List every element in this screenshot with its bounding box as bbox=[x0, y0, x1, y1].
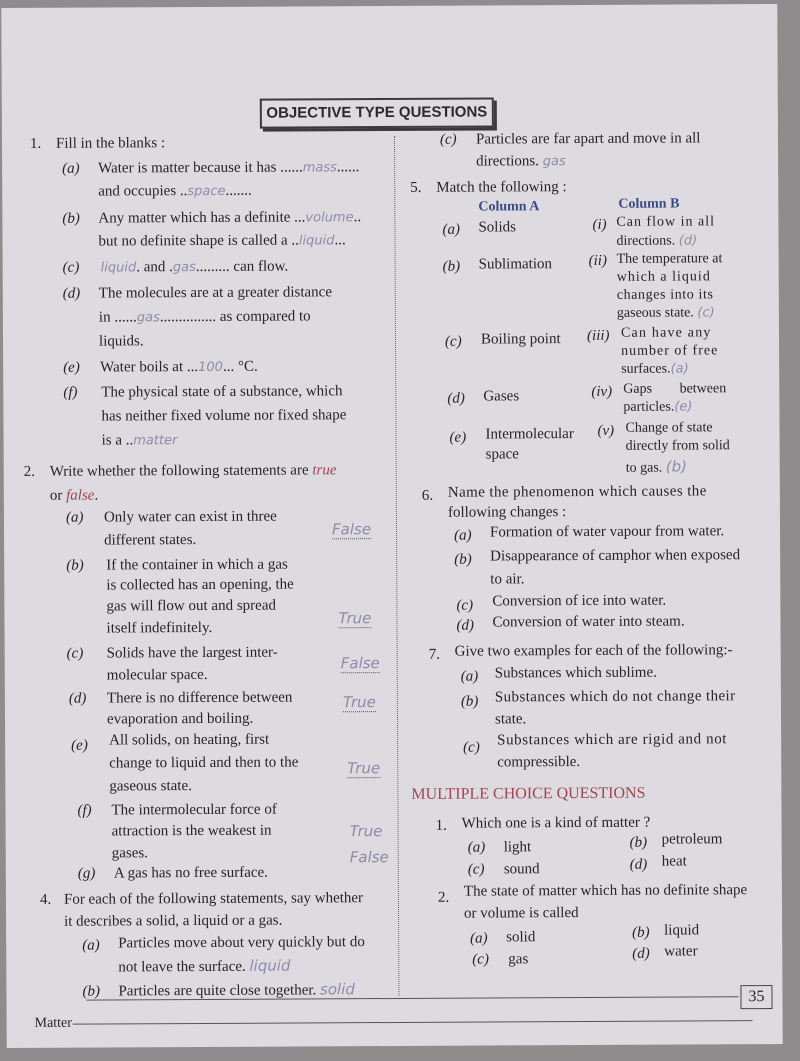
q4a-line2: not leave the surface. liquid bbox=[118, 956, 291, 976]
q5-row-v-line1: Change of state bbox=[625, 420, 713, 436]
q5-row-e-label: (e) bbox=[449, 429, 467, 446]
q5-text: Match the following : bbox=[436, 179, 567, 196]
false-word: false bbox=[66, 487, 95, 504]
q6b-text1: Disappearance of camphor when exposed bbox=[490, 547, 741, 565]
q2b-label: (b) bbox=[66, 557, 84, 574]
q5-row-d-item: Gases bbox=[483, 388, 520, 405]
handwritten-answer: space bbox=[187, 183, 226, 200]
q2f-line3: gases. bbox=[111, 845, 149, 862]
q1f-line2: has neither fixed volume nor fixed shape bbox=[101, 407, 347, 425]
q1f-label: (f) bbox=[63, 384, 78, 401]
mcq2-d-label: (d) bbox=[632, 945, 650, 962]
q2f-line2: attraction is the weakest in bbox=[111, 822, 272, 840]
mcq2-a-text: solid bbox=[506, 929, 536, 946]
q1a-label: (a) bbox=[62, 160, 80, 177]
handwritten-answer: (c) bbox=[697, 305, 715, 321]
q1c-label: (c) bbox=[62, 259, 80, 276]
handwritten-answer: gas bbox=[136, 310, 160, 326]
q6d-label: (d) bbox=[456, 617, 475, 634]
q5-row-iii-line2: number of free bbox=[621, 343, 719, 359]
q6a-label: (a) bbox=[454, 527, 472, 544]
q1a-line2: and occupies ..space....... bbox=[98, 182, 252, 200]
q5-row-iv-label: (iv) bbox=[591, 383, 613, 400]
q4-line2: it describes a solid, a liquid or a gas. bbox=[64, 912, 283, 930]
section-title: OBJECTIVE TYPE QUESTIONS bbox=[260, 97, 494, 128]
column-b-heading: Column B bbox=[618, 196, 680, 212]
q5-row-iv-line2: particles.(e) bbox=[623, 399, 693, 415]
q4a-line1: Particles move about very quickly but do bbox=[118, 934, 365, 952]
column-divider bbox=[394, 136, 400, 996]
mcq2-line2: or volume is called bbox=[463, 905, 579, 922]
q1d-label: (d) bbox=[62, 285, 81, 302]
q5-row-iv-line1: Gaps between bbox=[623, 381, 727, 397]
q1d-line2: in ......gas............... as compared to bbox=[98, 308, 311, 326]
q5-row-b-label: (b) bbox=[442, 258, 461, 275]
q5-row-v-line2: directly from solid bbox=[625, 438, 730, 454]
q7b-label: (b) bbox=[460, 693, 479, 710]
q5-row-i-line2: directions. (d) bbox=[616, 233, 698, 249]
q7b-text2: state. bbox=[494, 711, 527, 728]
q4c-label: (c) bbox=[439, 131, 457, 148]
q7b-text1: Substances which do not change their bbox=[494, 688, 736, 706]
q2g-label: (g) bbox=[77, 865, 96, 882]
mcq1-b-text: petroleum bbox=[661, 831, 723, 848]
footer-line bbox=[73, 1020, 753, 1025]
handwritten-answer: liquid bbox=[249, 956, 291, 975]
handwritten-answer: (d) bbox=[678, 233, 698, 249]
handwritten-answer: solid bbox=[319, 980, 355, 999]
mcq1-d-text: heat bbox=[661, 853, 687, 870]
q2a-label: (a) bbox=[65, 509, 84, 526]
q2b-answer: True bbox=[338, 609, 372, 628]
q2d-label: (d) bbox=[68, 690, 87, 707]
q2e-label: (e) bbox=[71, 737, 88, 754]
q2c-line2: molecular space. bbox=[106, 666, 208, 684]
q5-row-ii-line1: The temperature at bbox=[616, 251, 723, 267]
q5-row-b-item: Sublimation bbox=[478, 256, 553, 273]
q6d-text: Conversion of water into steam. bbox=[492, 613, 685, 631]
q1f-line3: is a ..matter bbox=[101, 432, 178, 449]
q6-number: 6. bbox=[421, 487, 434, 504]
q2d-answer: True bbox=[342, 693, 376, 712]
q2c-label: (c) bbox=[66, 645, 84, 662]
q4b-line1: Particles are quite close together. solid bbox=[118, 980, 355, 1000]
q5-row-ii-line3: changes into its bbox=[616, 287, 714, 303]
handwritten-answer: (a) bbox=[670, 361, 689, 377]
q7a-text: Substances which sublime. bbox=[494, 664, 657, 682]
mcq1-d-label: (d) bbox=[629, 856, 648, 873]
q5-row-e-item2: space bbox=[485, 446, 519, 463]
mcq1-b-label: (b) bbox=[629, 834, 648, 851]
mcq2-b-text: liquid bbox=[664, 922, 700, 939]
q1d-line3: liquids. bbox=[98, 333, 144, 350]
q5-row-ii-line4: gaseous state. (c) bbox=[616, 305, 715, 321]
mcq1-number: 1. bbox=[435, 817, 447, 834]
q5-row-v-line3: to gas. (b) bbox=[625, 457, 688, 476]
mcq-heading: MULTIPLE CHOICE QUESTIONS bbox=[411, 784, 646, 803]
q2-line1: Write whether the following statements are true bbox=[49, 462, 337, 480]
q5-row-d-label: (d) bbox=[447, 390, 465, 407]
footer-label: Matter bbox=[34, 1015, 72, 1031]
q5-row-c-label: (c) bbox=[444, 333, 462, 350]
q4c-line2: directions. gas bbox=[476, 153, 566, 170]
mcq1-c-text: sound bbox=[503, 861, 540, 878]
q2-number: 2. bbox=[23, 463, 36, 480]
q5-row-iii-label: (iii) bbox=[586, 327, 610, 344]
mcq2-number: 2. bbox=[437, 889, 450, 906]
q2c-answer: False bbox=[340, 654, 380, 673]
q2a-line1: Only water can exist in three bbox=[103, 508, 277, 526]
q1c-line: liquid. and .gas......... can flow. bbox=[100, 258, 289, 276]
q1d-line1: The molecules are at a greater distance bbox=[98, 284, 333, 302]
q2d-line2: evaporation and boiling. bbox=[106, 710, 254, 728]
mcq2-c-label: (c) bbox=[472, 951, 489, 968]
q2f-label: (f) bbox=[77, 802, 92, 819]
q4-line1: For each of the following statements, say whether bbox=[63, 890, 364, 908]
q1e-label: (e) bbox=[63, 359, 80, 376]
q1b-line2: but no definite shape is called a ..liquid... bbox=[98, 232, 346, 250]
handwritten-answer: (b) bbox=[665, 457, 688, 476]
mcq1-a-text: light bbox=[503, 839, 532, 856]
q2g-answer: False bbox=[349, 848, 389, 867]
q2g-line1: A gas has no free surface. bbox=[113, 864, 268, 882]
q1f-line1: The physical state of a substance, which bbox=[101, 383, 343, 401]
q2b-line3: gas will flow out and spread bbox=[106, 597, 277, 615]
q5-row-e-item1: Intermolecular bbox=[485, 426, 574, 443]
q2b-line2: is collected has an opening, the bbox=[106, 576, 294, 594]
mcq1-a-label: (a) bbox=[467, 839, 486, 856]
q7a-label: (a) bbox=[460, 668, 479, 685]
q1b-line1: Any matter which has a definite ...volume.. bbox=[98, 209, 362, 227]
q5-number: 5. bbox=[410, 179, 422, 196]
true-word: true bbox=[312, 462, 337, 479]
mcq2-d-text: water bbox=[664, 943, 698, 960]
handwritten-answer: (e) bbox=[674, 399, 693, 415]
mcq2-line1: The state of matter which has no definite shape bbox=[463, 882, 748, 900]
q5-row-iii-line3: surfaces.(a) bbox=[621, 361, 689, 377]
mcq2-b-label: (b) bbox=[632, 924, 650, 941]
q2a-line2: different states. bbox=[104, 532, 197, 549]
q1a-line1: Water is matter because it has ......mass...... bbox=[98, 159, 360, 177]
q2b-line4: itself indefinitely. bbox=[106, 619, 213, 637]
q5-row-i-line1: Can flow in all bbox=[616, 214, 716, 230]
handwritten-answer: gas bbox=[542, 154, 566, 170]
q6c-text: Conversion of ice into water. bbox=[492, 592, 667, 610]
q7-number: 7. bbox=[428, 646, 440, 663]
handwritten-answer: gas bbox=[172, 260, 196, 276]
q5-row-a-label: (a) bbox=[442, 221, 460, 238]
q7c-text1: Substances which are rigid and not bbox=[497, 731, 728, 749]
q1-number: 1. bbox=[29, 135, 42, 152]
q5-row-c-item: Boiling point bbox=[480, 331, 561, 348]
q6a-text: Formation of water vapour from water. bbox=[489, 523, 725, 541]
q2e-answer: True bbox=[347, 759, 381, 778]
q6b-label: (b) bbox=[454, 551, 472, 568]
q1e-line: Water boils at ...100... °C. bbox=[100, 358, 258, 376]
q2f-answer: True bbox=[349, 822, 383, 841]
q1-text: Fill in the blanks : bbox=[55, 135, 166, 152]
page-number: 35 bbox=[740, 985, 772, 1009]
q6-line2: following changes : bbox=[447, 504, 567, 521]
q5-row-ii-label: (ii) bbox=[588, 252, 607, 269]
q2c-line1: Solids have the largest inter- bbox=[106, 644, 278, 662]
q2b-line1: If the container in which a gas bbox=[106, 556, 288, 574]
q5-row-i-label: (i) bbox=[592, 216, 607, 233]
q5-row-a-item: Solids bbox=[478, 219, 516, 236]
q2d-line1: There is no difference between bbox=[106, 689, 293, 707]
q5-row-v-label: (v) bbox=[597, 422, 615, 439]
q4a-label: (a) bbox=[82, 937, 100, 954]
q7c-text2: compressible. bbox=[497, 754, 581, 771]
q2e-line1: All solids, on heating, first bbox=[109, 731, 270, 749]
q4c-line1: Particles are far apart and move in all bbox=[475, 130, 701, 148]
q2f-line1: The intermolecular force of bbox=[111, 801, 277, 819]
handwritten-answer: liquid bbox=[298, 233, 335, 249]
q7c-label: (c) bbox=[463, 739, 480, 756]
mcq2-c-text: gas bbox=[508, 951, 529, 968]
q6-line1: Name the phenomenon which causes the bbox=[447, 483, 707, 501]
q4-number: 4. bbox=[39, 891, 52, 908]
mcq1-c-label: (c) bbox=[467, 861, 485, 878]
q2-line2: or false. bbox=[49, 487, 99, 504]
textbook-page bbox=[1, 4, 782, 1048]
handwritten-answer: 100 bbox=[198, 359, 223, 376]
q6c-label: (c) bbox=[456, 597, 474, 614]
q6b-text2: to air. bbox=[490, 571, 525, 588]
handwritten-answer: volume bbox=[305, 210, 354, 226]
column-a-heading: Column A bbox=[478, 199, 540, 215]
handwritten-answer: liquid bbox=[100, 260, 137, 276]
q2a-answer: False bbox=[331, 520, 372, 539]
q5-row-ii-line2: which a liquid bbox=[616, 269, 711, 285]
q2e-line3: gaseous state. bbox=[109, 778, 192, 795]
handwritten-answer: mass bbox=[302, 160, 337, 176]
q1b-label: (b) bbox=[62, 210, 80, 227]
q5-row-iii-line1: Can have any bbox=[620, 325, 712, 341]
q7-line1: Give two examples for each of the following:- bbox=[454, 642, 733, 660]
handwritten-answer: matter bbox=[133, 433, 178, 449]
q4b-label: (b) bbox=[82, 983, 100, 1000]
mcq2-a-label: (a) bbox=[470, 930, 488, 947]
mcq1-text: Which one is a kind of matter ? bbox=[461, 814, 651, 832]
q2e-line2: change to liquid and then to the bbox=[109, 754, 299, 772]
